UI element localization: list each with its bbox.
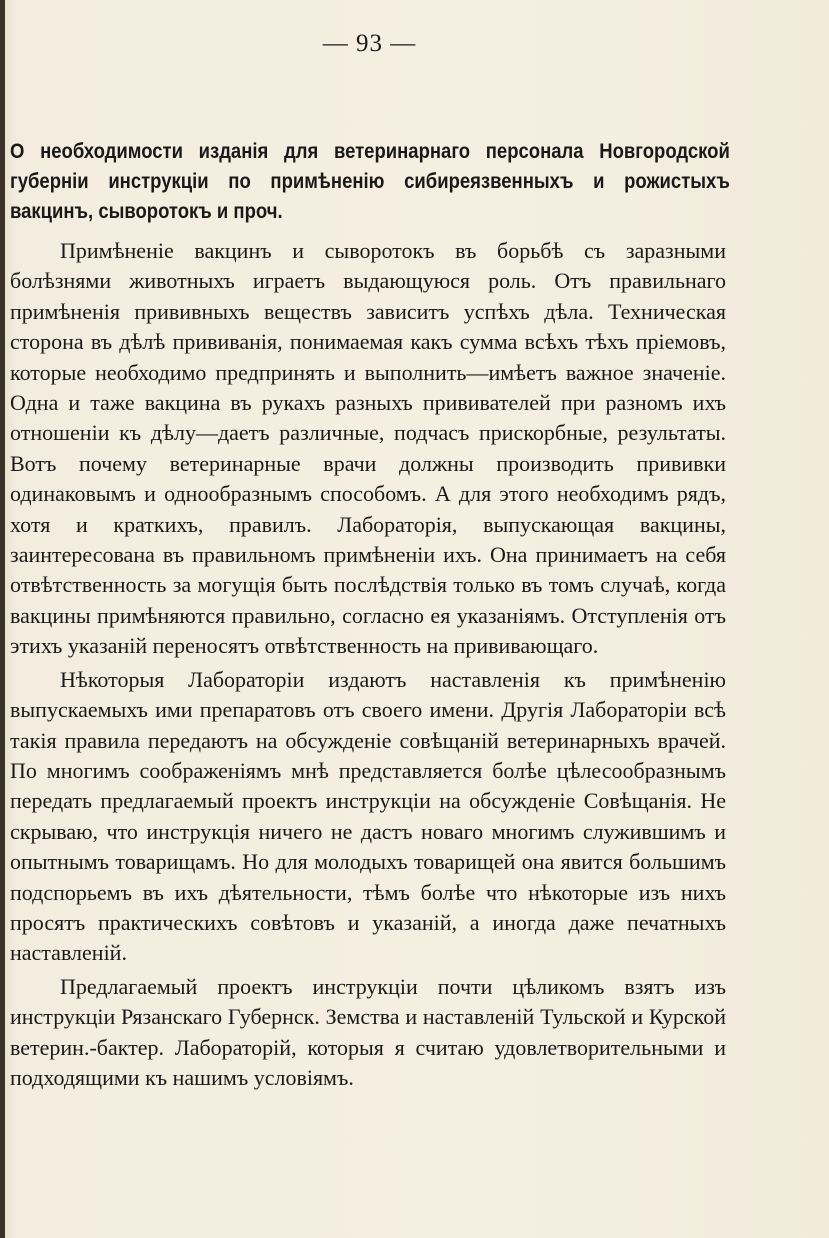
page-number: — 93 — <box>322 30 417 57</box>
article-body <box>10 236 726 1093</box>
paragraph-1: Примѣненіе вакцинъ и сыворотокъ въ борьбѣ съ заразными болѣзнями животныхъ играетъ выдающуюся роль. Отъ правильнаго примѣненія прививныхъ веществъ зависитъ успѣхъ дѣла. Техническая сторона въ дѣлѣ прививанія, понимаемая какъ сумма всѣхъ тѣхъ пріемовъ, которые необходимо предпринять и выполнить—имѣетъ важное значеніе. Одна и таже вакцина въ рукахъ разныхъ прививателей при разномъ ихъ отношеніи къ дѣлу—даетъ различные, подчасъ прискорбные, результаты. Вотъ почему ветеринарные врачи должны производить прививки одинаковымъ и однообразнымъ способомъ. А для этого необходимъ рядъ, хотя и краткихъ, правилъ. Лабораторія, выпускающая вакцины, заинтересована въ правильномъ примѣненіи ихъ. Она принимаетъ на себя отвѣтственность за могущія быть послѣдствія только въ томъ случаѣ, когда вакцины примѣняются правильно, согласно ея указаніямъ. Отступленія отъ этихъ указаній переносятъ отвѣтственность на прививающаго. <box>10 238 726 659</box>
paragraph-2: Нѣкоторыя Лабораторіи издаютъ наставленія къ примѣненію выпускаемыхъ ими препаратовъ отъ своего имени. Другія Лабораторіи всѣ такія правила передаютъ на обсужденіе совѣщаній ветеринарныхъ врачей. По многимъ соображеніямъ мнѣ представляется болѣе цѣлесообразнымъ передать предлагаемый проектъ инструкціи на обсужденіе Совѣщанія. Не скрываю, что инструкція ничего не дастъ новаго многимъ служившимъ и опытнымъ товарищамъ. Но для молодыхъ товарищей она явится большимъ подспорьемъ въ ихъ дѣятельности, тѣмъ болѣе что нѣкоторые изъ нихъ просятъ практическихъ совѣтовъ и указаній, а иногда даже печатныхъ наставленій. <box>10 666 726 966</box>
binding-edge <box>0 0 5 1238</box>
paragraph-3: Предлагаемый проектъ инструкціи почти цѣликомъ взятъ изъ инструкціи Рязанскаго Губернск. Земства и наставленій Тульской и Курской ветерин.-бактер. Лабораторій, которыя я считаю удовлетворительными и подходящими къ нашимъ условіямъ. <box>10 973 726 1090</box>
article-heading: О необходимости изданія для ветеринарнаго персонала Новгородской губерніи инструкціи по примѣненію сибиреязвенныхъ и рожистыхъ вакцинъ, сыворотокъ и проч. <box>10 139 730 223</box>
